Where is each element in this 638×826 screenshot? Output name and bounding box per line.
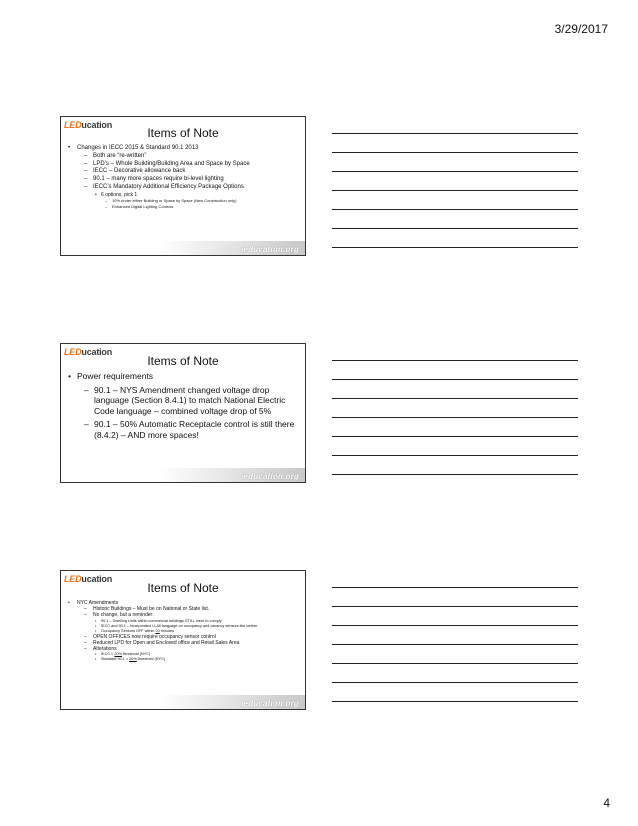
bullet: • Changes in IECC 2015 & Standard 90.1 2013	[68, 145, 299, 153]
note-line	[332, 587, 578, 588]
slide-bullets	[68, 145, 299, 210]
sub-sub-sub-bullet: – Enhanced Digital Lighting Controls	[68, 204, 299, 210]
note-line	[332, 474, 578, 475]
site-brand: ieducation.org	[241, 472, 299, 481]
sub-bullet: – 90.1 – 50% Automatic Receptacle control is still there (8.4.2) – AND more spaces!	[68, 419, 299, 440]
sub-sub-bullet: • Standard 90.1 = 20% threshold (NYC)	[68, 657, 299, 662]
note-line	[332, 152, 578, 153]
note-line	[332, 247, 578, 248]
sub-sub-sub-bullet: – 10% under either Building or Space by Space (New Construction only)	[68, 198, 299, 204]
sub-bullet: – Reduced LPD for Open and Enclosed office and Retail Sales Area	[68, 640, 299, 646]
sub-bullet: – IECC – Decorative allowance back	[68, 168, 299, 176]
sub-sub-bullet: • IECC = 20% threshold (NYC)	[68, 652, 299, 657]
sub-bullet: – 90.1 – many more spaces require bi-level lighting	[68, 176, 299, 184]
note-line	[332, 190, 578, 191]
slide-title: Items of Note	[147, 126, 219, 140]
sub-bullet: – LPD’s – Whole Building/Building Area and Space by Space	[68, 161, 299, 169]
note-line	[332, 398, 578, 399]
sub-bullet: – 90.1 – NYS Amendment changed voltage drop language (Section 8.4.1) to match National Electric Code language – combined voltage drop of 5%	[68, 385, 299, 417]
note-line	[332, 133, 578, 134]
slide-bullets	[68, 600, 299, 662]
sub-bullet: – OPEN OFFICES now require occupancy sensor control	[68, 634, 299, 640]
sub-sub-bullet: • IECC and 90.1 – incorporated LL48 language on occupancy and vacancy sensors like before.	[68, 624, 299, 629]
note-line	[332, 436, 578, 437]
sub-sub-bullet: • 6 options, pick 1	[68, 192, 299, 199]
slide-title: Items of Note	[147, 581, 219, 595]
sub-bullet: – Historic Buildings – Must be on National or State list.	[68, 606, 299, 612]
sub-bullet: – IECC’s Mandatory Additional Efficiency Package Options	[68, 184, 299, 192]
sub-bullet: – Alterations	[68, 646, 299, 652]
bullet: • NYC Amendments	[68, 600, 299, 606]
slide-thumbnail-2	[60, 343, 306, 483]
note-line	[332, 682, 578, 683]
slide-thumbnail-1	[60, 116, 306, 256]
slide-bullets	[68, 371, 299, 440]
bullet: • Power requirements	[68, 371, 299, 382]
note-line	[332, 701, 578, 702]
note-line	[332, 606, 578, 607]
sub-bullet: – No change, but a reminder:	[68, 612, 299, 618]
note-line	[332, 360, 578, 361]
note-line	[332, 379, 578, 380]
leducation-logo: LEDucation	[64, 347, 113, 357]
note-line	[332, 625, 578, 626]
print-date: 3/29/2017	[554, 22, 608, 36]
leducation-logo: LEDucation	[64, 574, 113, 584]
sub-sub-bullet: • Occupancy Sensors OFF within 20 minutes	[68, 629, 299, 634]
note-line	[332, 663, 578, 664]
slide-title: Items of Note	[147, 354, 219, 368]
note-line	[332, 171, 578, 172]
note-line	[332, 455, 578, 456]
leducation-logo: LEDucation	[64, 120, 113, 130]
note-line	[332, 417, 578, 418]
note-line	[332, 209, 578, 210]
page-number: 4	[603, 796, 610, 810]
slide-thumbnail-3	[60, 570, 306, 710]
site-brand: ieducation.org	[241, 699, 299, 708]
note-line	[332, 644, 578, 645]
site-brand: ieducation.org	[241, 245, 299, 254]
note-line	[332, 228, 578, 229]
sub-sub-bullet: • 90.1 – Dwelling Units within commercial buildings STILL have to comply	[68, 619, 299, 624]
sub-bullet: – Both are “re-written”	[68, 153, 299, 161]
